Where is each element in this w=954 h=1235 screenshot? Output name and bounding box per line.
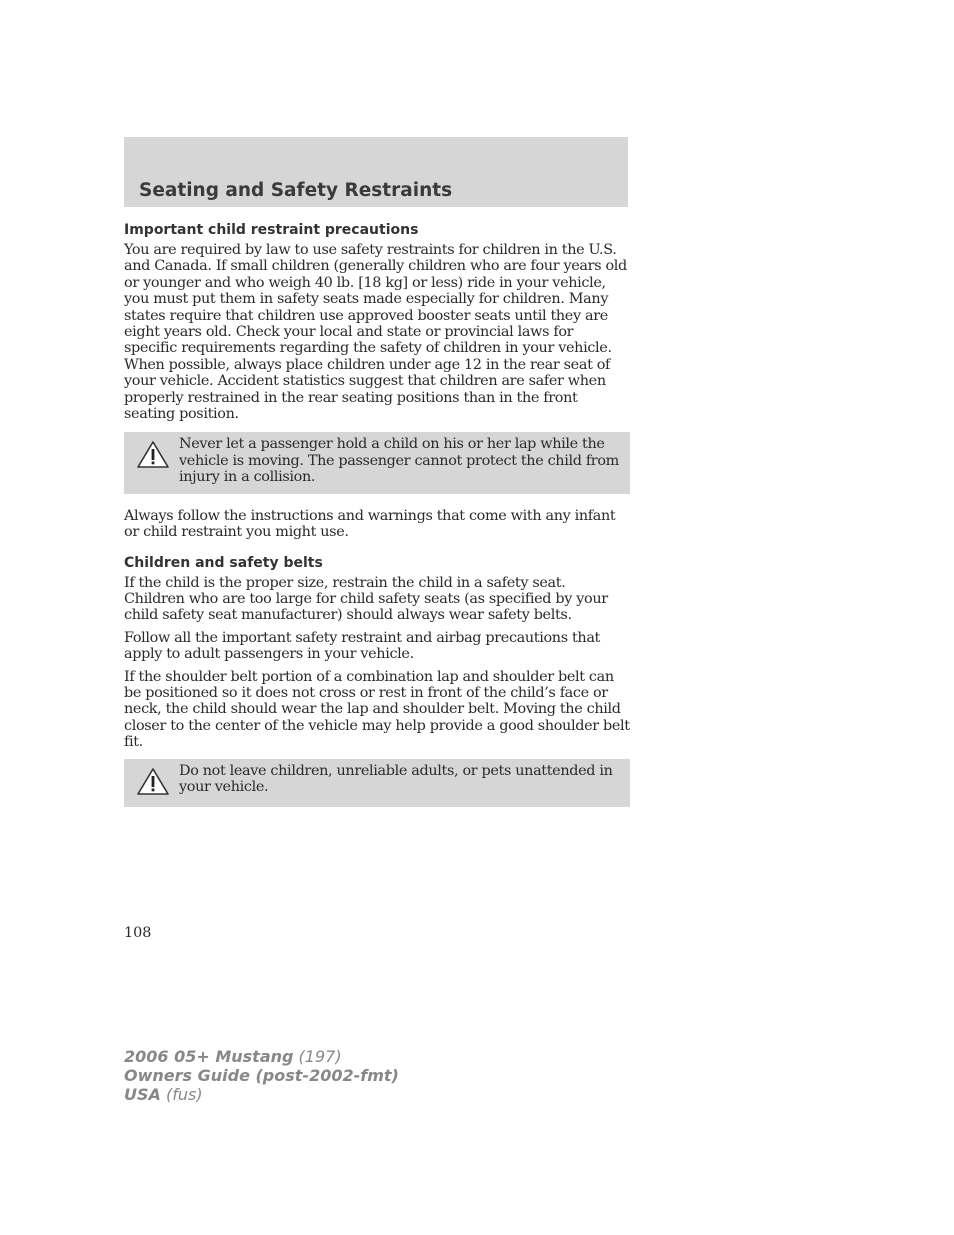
- document-footer: [124, 1047, 399, 1104]
- paragraph-follow-instructions: Always follow the instructions and warnings that come with any infant or child restraint you might use.: [124, 507, 616, 541]
- section-title: Seating and Safety Restraints: [139, 180, 453, 201]
- paragraph-legal-requirements: You are required by law to use safety restraints for children in the U.S. and Canada. If small children (generally children who are four years old or younger and who weigh 40 lb. [18 kg] or less) ride in your vehicle, you must put them in safety seats made especially for children. Many states require that children use approved booster seats until they are eight years old. Check your local and state or provincial laws for specific requirements regarding the safety of children in your vehicle. When possible, always place children under age 12 in the rear seat of your vehicle. Accident statistics suggest that children are safer when properly restrained in the rear seating positions than in the front seating position.: [124, 242, 627, 423]
- page-number: 108: [124, 925, 152, 941]
- subheading-child-restraint-precautions: Important child restraint precautions: [124, 222, 419, 238]
- paragraph-shoulder-belt: If the shoulder belt portion of a combination lap and shoulder belt can be positioned so it does not cross or rest in front of the child’s face or neck, the child should wear the lap and shoulder belt. Moving the child closer to the center of the vehicle may help provide a good shoulder belt fit.: [124, 668, 630, 751]
- section-header-band: [124, 137, 628, 207]
- warning-text-unattended: Do not leave children, unreliable adults, or pets unattended in your vehicle.: [179, 762, 613, 795]
- subheading-children-safety-belts: Children and safety belts: [124, 554, 323, 571]
- warning-box-unattended: [124, 759, 630, 807]
- footer-line-model: 2006 05+ Mustang (197): [124, 1047, 342, 1066]
- warning-triangle-icon: [136, 440, 170, 470]
- page-content: [124, 220, 630, 807]
- warning-triangle-icon: [136, 767, 170, 797]
- warning-text-lap: Never let a passenger hold a child on his or her lap while the vehicle is moving. The passenger cannot protect the child from injury in a collision.: [179, 436, 619, 486]
- warning-box-lap: [124, 432, 630, 493]
- footer-line-guide: Owners Guide (post-2002-fmt): [124, 1066, 399, 1085]
- paragraph-proper-size: If the child is the proper size, restrain the child in a safety seat. Children who are too large for child safety seats (as specified by your child safety seat manufacturer) should always wear safety belts.: [124, 574, 608, 624]
- paragraph-adult-precautions: Follow all the important safety restraint and airbag precautions that apply to adult passengers in your vehicle.: [124, 629, 600, 663]
- footer-line-region: USA (fus): [124, 1085, 203, 1104]
